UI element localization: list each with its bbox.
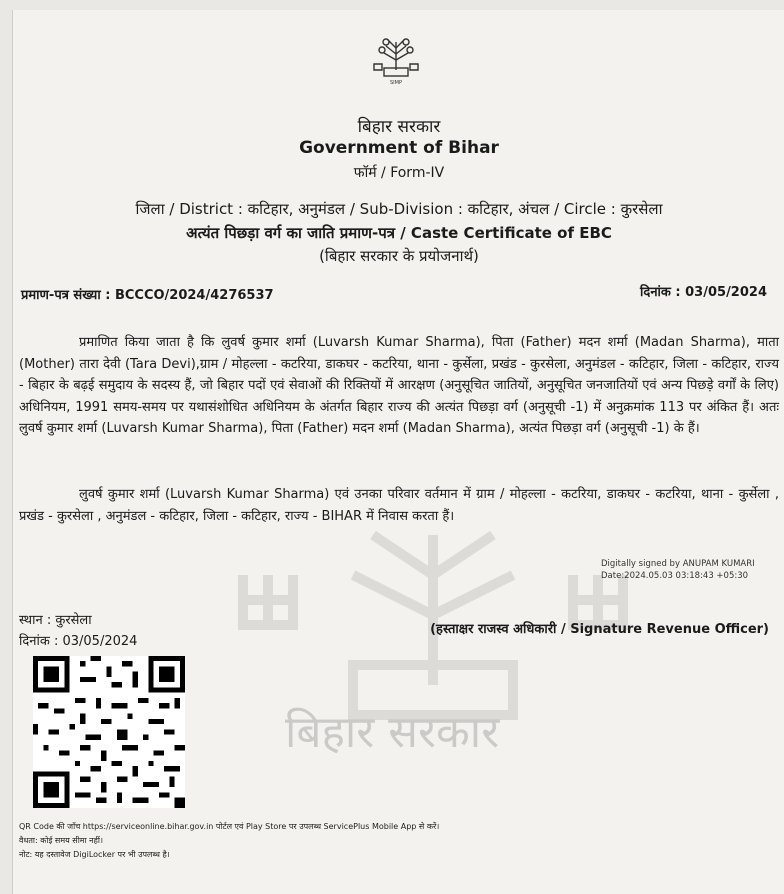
certificate-number: प्रमाण-पत्र संख्या : BCCCO/2024/4276537 <box>21 288 274 303</box>
certificate-purpose: (बिहार सरकार के प्रयोजनार्थ) <box>319 247 479 265</box>
digital-signature-date: Date:2024.05.03 03:18:43 +05:30 <box>601 571 749 581</box>
svg-text:SIMP: SIMP <box>390 80 402 86</box>
footer-validity: वैधता: कोई समय सीमा नहीं। <box>19 836 103 845</box>
certificate-page <box>12 10 784 894</box>
header-hindi-title: बिहार सरकार <box>357 117 441 137</box>
certificate-paragraph-2: लुवर्ष कुमार शर्मा (Luvarsh Kumar Sharma) एवं उनका परिवार वर्तमान में ग्राम / मोहल्ला - कटरिया, डाकघर - कटरिया, थाना - कुर्सेला , प्रखंड - कुरसेला , अनुमंडल - कटिहार, जिला - कटिहार, राज्य - BIHAR में निवास करता हैं। <box>19 487 779 524</box>
district-line: जिला / District : कटिहार, अनुमंडल / Sub-Division : कटिहार, अंचल / Circle : कुरसेला <box>135 200 663 218</box>
watermark-emblem-icon <box>233 515 633 815</box>
place-label: स्थान : कुरसेला <box>19 613 92 628</box>
signature-label: (हस्ताक्षर राजस्व अधिकारी / Signature Revenue Officer) <box>430 622 769 637</box>
form-label: फॉर्म / Form-IV <box>353 165 445 181</box>
footer-digilocker-note: नोट: यह दस्तावेज DigiLocker पर भी उपलब्ध है। <box>19 850 170 859</box>
watermark-text: बिहार सरकार <box>285 707 500 758</box>
qr-code-icon <box>33 656 185 808</box>
bihar-emblem-icon <box>368 34 424 86</box>
issue-date-top: दिनांक : 03/05/2024 <box>640 285 767 300</box>
certificate-paragraph-1: प्रमाणित किया जाता है कि लुवर्ष कुमार शर्मा (Luvarsh Kumar Sharma), पिता (Father) मदन शर्मा (Madan Sharma), माता (Mother) तारा देवी (Tara Devi),ग्राम / मोहल्ला - कटरिया, डाकघर - कटरिया, थाना - कुर्सेला, प्रखंड - कुरसेला, अनुमंडल - कटिहार, जिला - कटिहार, राज्य - बिहार के बढ़ई समुदाय के सदस्य हैं, जो बिहार पदों एवं सेवाओं की रिक्तियों में आरक्षण (अनुसूचित जातियों, अनुसूचित जनजातियों एवं अन्य पिछड़े वर्गों के लिए) अधिनियम, 1991 समय-समय पर यथासंशोधित अधिनियम के अंतर्गत बिहार राज्य की अत्यंत पिछड़ा वर्ग (अनुसूची -1) में अनुक्रमांक 113 पर अंकित हैं। अतः लुवर्ष कुमार शर्मा (Luvarsh Kumar Sharma), पिता (Father) मदन शर्मा (Madan Sharma), अत्यंत पिछड़ा वर्ग (अनुसूची -1) के हैं। <box>19 335 779 436</box>
header-english-title: Government of Bihar <box>299 138 499 158</box>
digital-signature-by: Digitally signed by ANUPAM KUMARI <box>601 559 755 569</box>
issue-date-bottom: दिनांक : 03/05/2024 <box>19 634 138 649</box>
certificate-title: अत्यंत पिछड़ा वर्ग का जाति प्रमाण-पत्र / Caste Certificate of EBC <box>186 224 612 242</box>
digital-signature <box>601 558 755 582</box>
footer-qr-note: QR Code की जाँच https://serviceonline.bihar.gov.in पोर्टल एवं Play Store पर उपलब्ध ServicePlus Mobile App से करें। <box>19 822 440 831</box>
